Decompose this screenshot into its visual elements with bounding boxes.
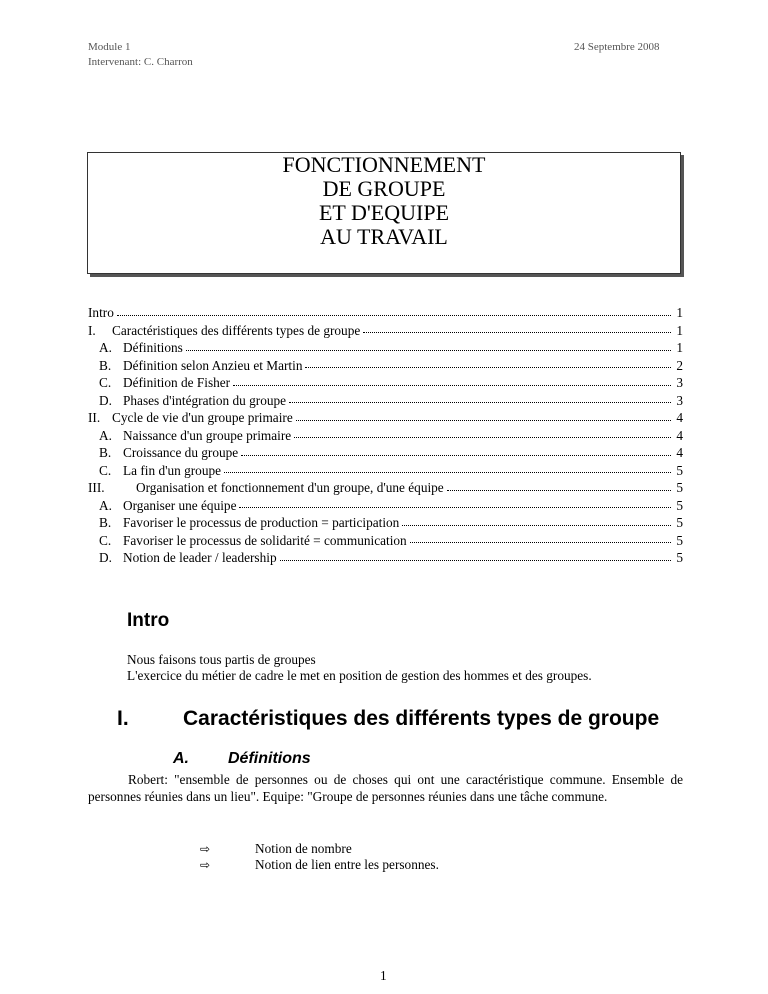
toc-leader-dots [296, 420, 671, 421]
toc-leader-dots [305, 367, 671, 368]
toc-leader-dots [294, 437, 671, 438]
toc-entry-label: Notion de leader / leadership [123, 550, 277, 565]
toc-entry[interactable] [88, 375, 683, 393]
toc-entry-number: C. [99, 462, 112, 478]
toc-entry-label: Organiser une équipe [123, 497, 237, 513]
toc-entry-page: 2 [676, 357, 683, 373]
toc-entry[interactable] [88, 340, 683, 358]
toc-entry-label: Définitions [123, 340, 183, 355]
toc-entry-page: 4 [676, 410, 683, 425]
intro-line-2: L'exercice du métier de cadre le met en position de gestion des hommes et des groupes. [127, 668, 592, 683]
toc-leader-dots [447, 490, 671, 491]
list-item [200, 841, 439, 857]
arrow-icon: ⇨ [200, 842, 211, 856]
toc-entry-number: B. [99, 445, 112, 460]
intro-text [127, 652, 592, 684]
toc-entry-label: Caractéristiques des différents types de groupe [112, 322, 361, 338]
toc-entry-page: 5 [676, 462, 683, 478]
toc-entry-page: 1 [676, 305, 683, 320]
toc-leader-dots [410, 542, 671, 543]
toc-entry-page: 4 [676, 445, 683, 460]
toc-leader-dots [363, 332, 671, 333]
toc-entry-label: Favoriser le processus de production = participation [123, 515, 400, 530]
toc-entry[interactable] [88, 323, 683, 341]
toc-entry[interactable] [88, 358, 683, 376]
toc-entry-page: 5 [676, 480, 683, 495]
toc-entry-number: A. [99, 427, 112, 443]
toc-entry-label: Intro [88, 305, 114, 320]
header-intervenant: Intervenant: C. Charron [88, 56, 193, 68]
toc-entry-page: 5 [676, 532, 683, 548]
header-module: Module 1 [88, 41, 131, 53]
toc-leader-dots [289, 402, 671, 403]
section-title: Caractéristiques des différents types de groupe [183, 707, 660, 730]
toc-entry-number: A. [99, 497, 112, 513]
toc-leader-dots [241, 455, 671, 456]
bullet-list [200, 841, 439, 873]
toc-leader-dots [239, 507, 671, 508]
document-title-box [87, 152, 681, 274]
toc-entry[interactable] [88, 463, 683, 481]
toc-entry[interactable] [88, 393, 683, 411]
toc-entry-label: Phases d'intégration du groupe [123, 392, 287, 408]
toc-entry-number: II. [88, 410, 101, 425]
toc-entry-label: Croissance du groupe [123, 445, 239, 460]
toc-entry-number: III. [88, 480, 105, 495]
toc-entry[interactable] [88, 445, 683, 463]
toc-entry-label: Organisation et fonctionnement d'un groupe, d'une équipe [136, 480, 444, 495]
title-line: AU TRAVAIL [320, 224, 448, 249]
list-item-text: Notion de nombre [255, 841, 352, 856]
section-number: I. [117, 707, 129, 730]
list-item [200, 857, 439, 873]
subsection-number: A. [173, 750, 189, 767]
toc-entry[interactable] [88, 550, 683, 568]
section-heading [117, 707, 659, 731]
intro-line-1: Nous faisons tous partis de groupes [127, 652, 316, 667]
title-line: FONCTIONNEMENT [282, 152, 486, 177]
toc-entry[interactable] [88, 428, 683, 446]
toc-entry[interactable] [88, 533, 683, 551]
toc-entry-page: 1 [676, 322, 683, 338]
toc-entry-number: I. [88, 322, 96, 338]
title-line: DE GROUPE [322, 176, 446, 201]
toc-entry-number: C. [99, 532, 112, 548]
definition-paragraph: Robert: "ensemble de personnes ou de choses qui ont une caractéristique commune. Ensemble de personnes réunies dans un lieu". Equipe: "Groupe de personnes réunies dans une tâche commune. [88, 772, 683, 804]
header-left [88, 40, 193, 70]
subsection-heading [173, 750, 311, 768]
toc-leader-dots [402, 525, 671, 526]
toc-entry-page: 3 [676, 375, 683, 390]
toc-entry[interactable] [88, 480, 683, 498]
toc-leader-dots [186, 350, 671, 351]
table-of-contents [88, 305, 683, 568]
toc-entry-page: 5 [676, 550, 683, 565]
arrow-icon: ⇨ [200, 858, 211, 872]
toc-entry-number: A. [99, 340, 112, 355]
toc-entry-number: D. [99, 392, 112, 408]
toc-entry[interactable] [88, 498, 683, 516]
toc-entry-page: 5 [676, 497, 683, 513]
header-date: 24 Septembre 2008 [574, 41, 660, 53]
toc-entry-page: 4 [676, 427, 683, 443]
toc-entry-page: 3 [676, 392, 683, 408]
page-number: 1 [380, 968, 387, 983]
toc-entry-page: 5 [676, 515, 683, 530]
toc-entry-number: B. [99, 357, 112, 373]
subsection-title: Définitions [228, 750, 311, 767]
toc-entry-label: Naissance d'un groupe primaire [123, 427, 292, 443]
toc-entry-number: B. [99, 515, 112, 530]
toc-entry-label: Définition selon Anzieu et Martin [123, 357, 303, 373]
toc-leader-dots [117, 315, 671, 316]
title-line: ET D'EQUIPE [318, 200, 450, 225]
toc-entry-label: La fin d'un groupe [123, 462, 222, 478]
toc-entry-number: C. [99, 375, 112, 390]
toc-leader-dots [224, 472, 671, 473]
toc-entry-label: Favoriser le processus de solidarité = communication [123, 532, 407, 548]
toc-entry-label: Cycle de vie d'un groupe primaire [112, 410, 293, 425]
toc-leader-dots [280, 560, 671, 561]
toc-entry[interactable] [88, 305, 683, 323]
toc-entry-number: D. [99, 550, 112, 565]
toc-entry-page: 1 [676, 340, 683, 355]
toc-entry[interactable] [88, 515, 683, 533]
toc-entry[interactable] [88, 410, 683, 428]
toc-leader-dots [233, 385, 671, 386]
list-item-text: Notion de lien entre les personnes. [255, 857, 439, 872]
intro-heading: Intro [127, 610, 170, 631]
toc-entry-label: Définition de Fisher [123, 375, 231, 390]
